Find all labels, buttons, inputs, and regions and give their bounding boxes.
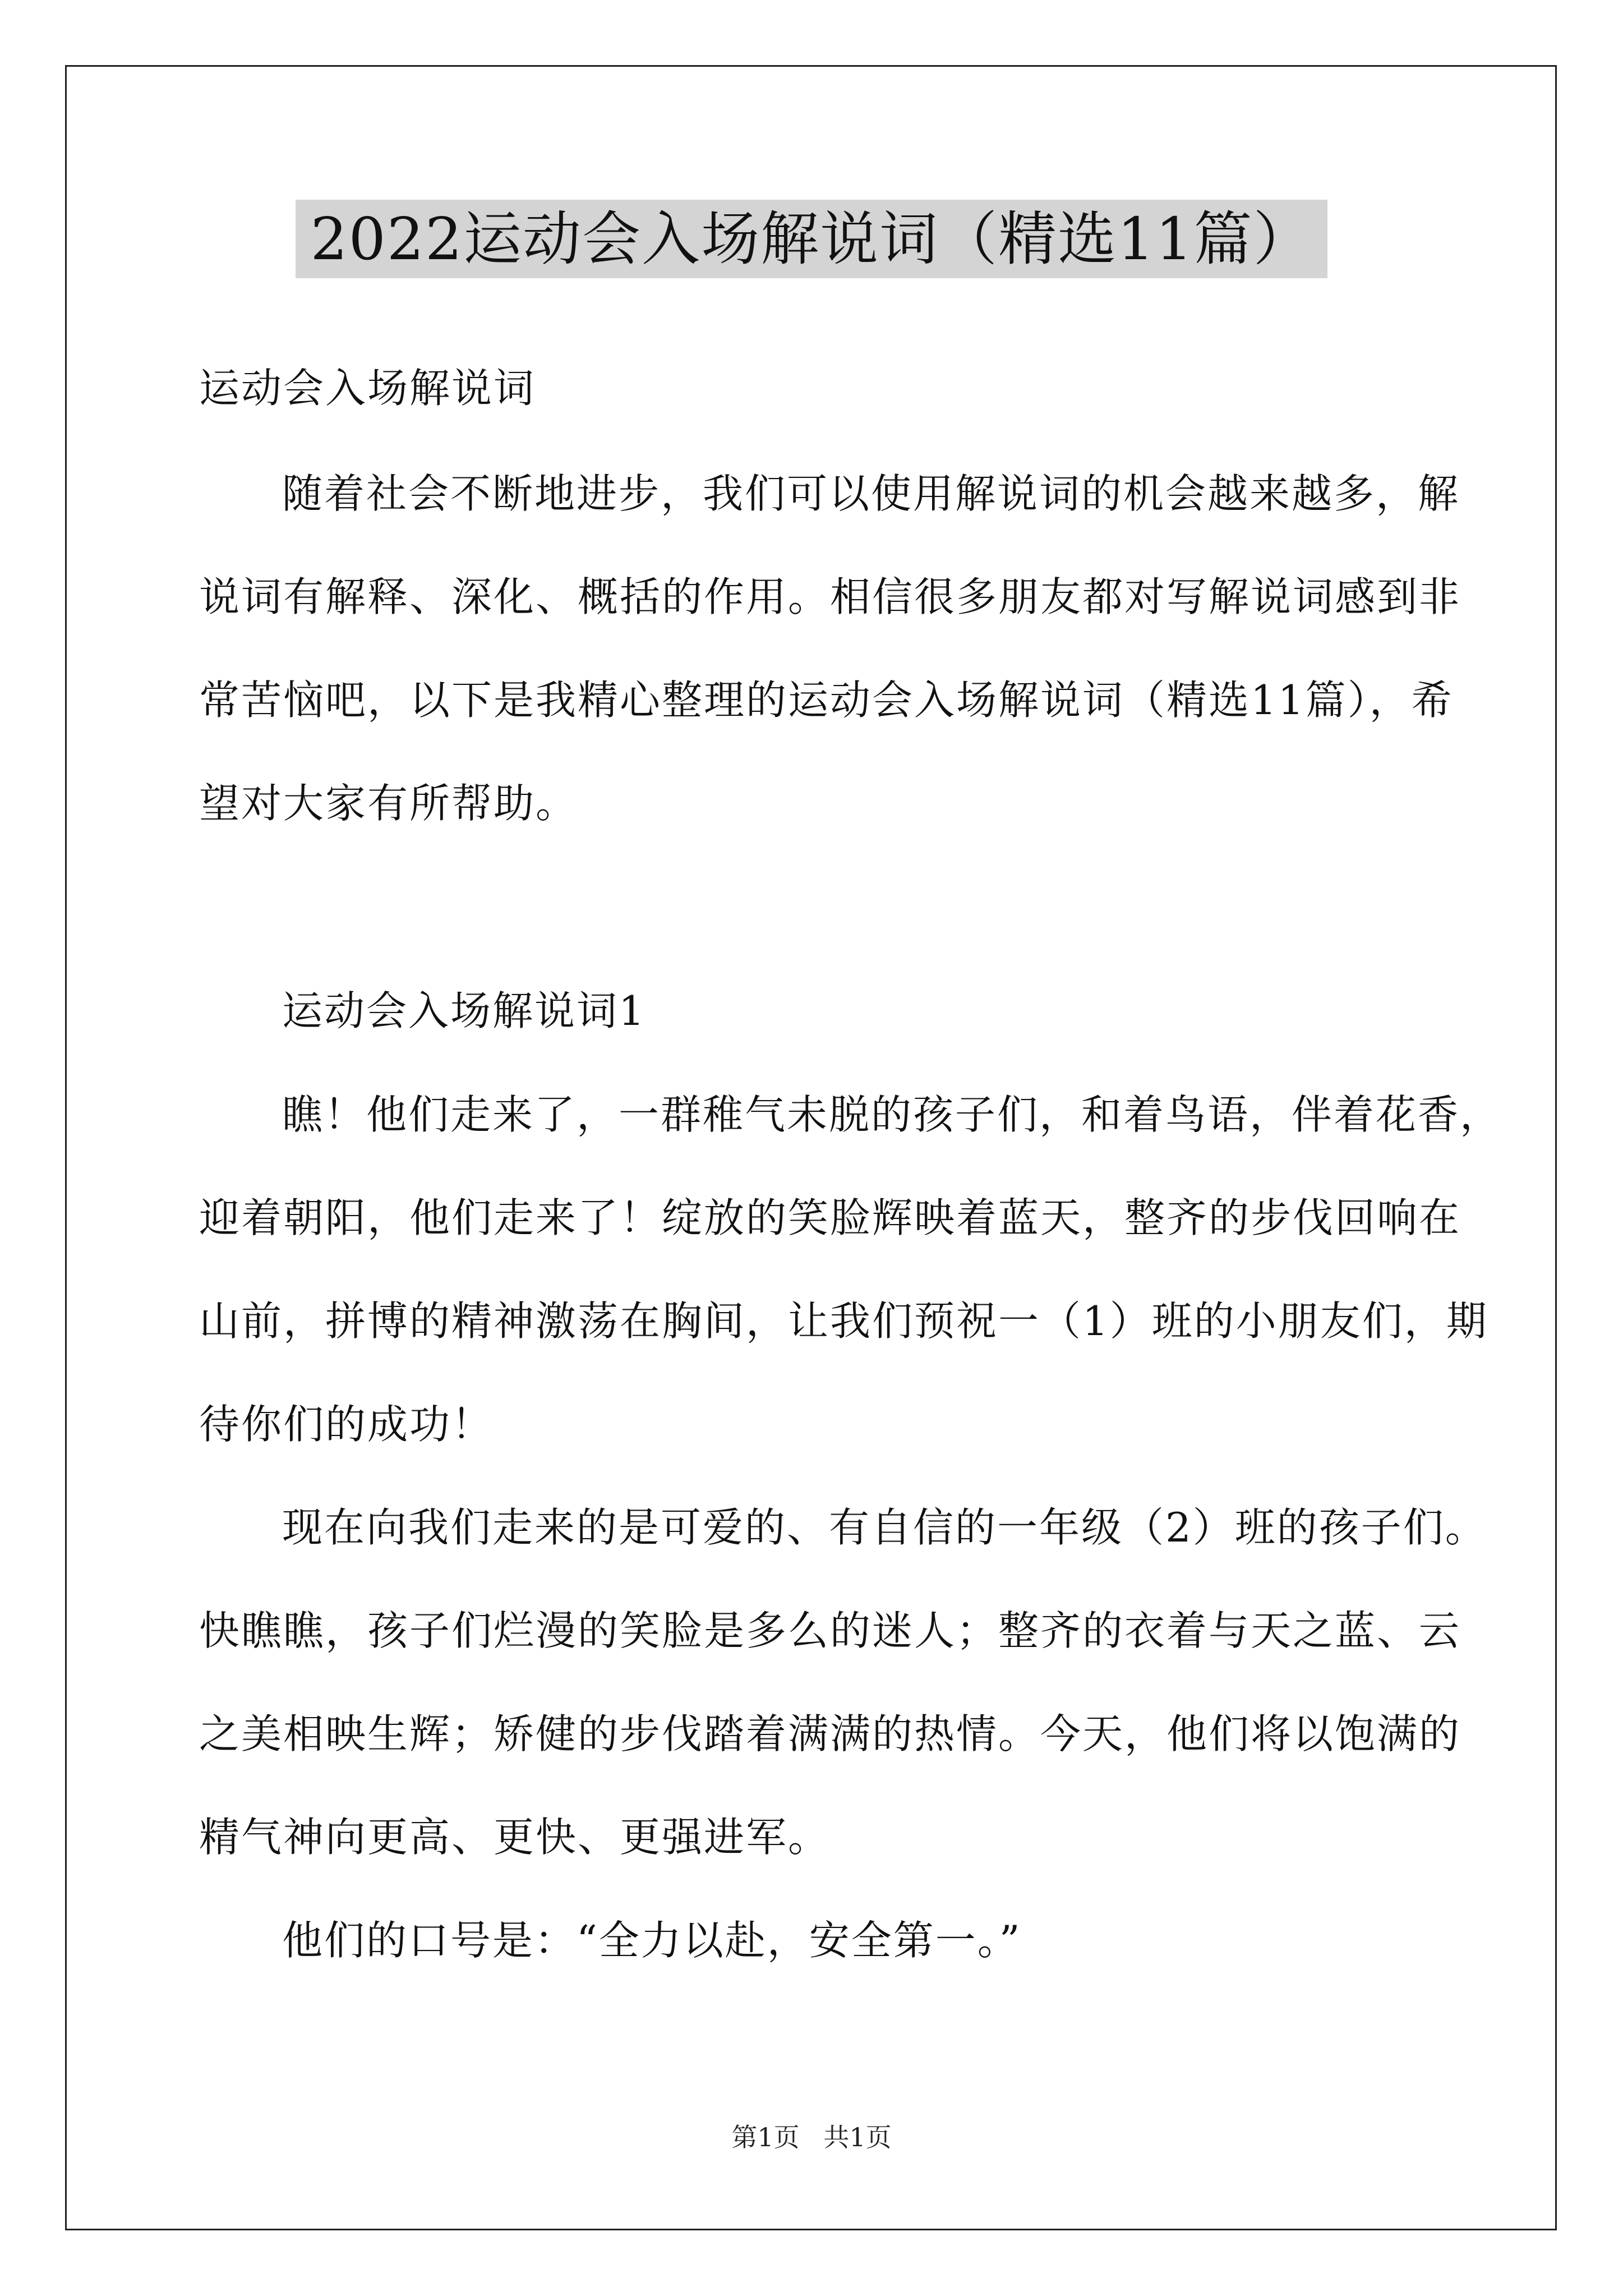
text-line: 瞧！他们走来了，一群稚气未脱的孩子们，和着鸟语，伴着花香， — [282, 1091, 1502, 1138]
paragraph-1 — [199, 1063, 1502, 1476]
text-line: 精气神向更高、更快、更强进军。 — [199, 1814, 831, 1861]
section-heading: 运动会入场解说词1 — [282, 987, 646, 1034]
slogan-block — [199, 1889, 1424, 1992]
text-line: 望对大家有所帮助。 — [199, 780, 578, 827]
text-line: 说词有解释、深化、概括的作用。相信很多朋友都对写解说词感到非 — [199, 573, 1461, 620]
page-number: 第1页 — [731, 2122, 800, 2152]
text-line: 快瞧瞧，孩子们烂漫的笑脸是多么的迷人；整齐的衣着与天之蓝、云 — [199, 1607, 1461, 1654]
text-line: 之美相映生辉；矫健的步伐踏着满满的热情。今天，他们将以饱满的 — [199, 1710, 1461, 1757]
title-area — [0, 200, 1623, 278]
intro-paragraph — [199, 442, 1461, 855]
section-heading-block — [199, 959, 1424, 1062]
slogan-line: 他们的口号是：“全力以赴，安全第一。” — [282, 1917, 1022, 1964]
page-total: 共1页 — [823, 2122, 892, 2152]
text-line: 待你们的成功！ — [199, 1401, 494, 1448]
text-line: 迎着朝阳，他们走来了！绽放的笑脸辉映着蓝天，整齐的步伐回响在 — [199, 1194, 1461, 1241]
text-line: 常苦恼吧，以下是我精心整理的运动会入场解说词（精选11篇），希 — [199, 677, 1454, 724]
document-title: 2022运动会入场解说词（精选11篇） — [296, 200, 1327, 278]
page-footer — [0, 2120, 1623, 2154]
text-line: 山前，拼博的精神激荡在胸间，让我们预祝一（1）班的小朋友们，期 — [199, 1297, 1488, 1345]
subtitle-block — [199, 337, 1424, 440]
text-line: 随着社会不断地进步，我们可以使用解说词的机会越来越多，解 — [282, 470, 1460, 517]
text-line: 现在向我们走来的是可爱的、有自信的一年级（2）班的孩子们。 — [282, 1504, 1487, 1551]
paragraph-2 — [199, 1476, 1487, 1889]
subtitle: 运动会入场解说词 — [199, 365, 536, 412]
